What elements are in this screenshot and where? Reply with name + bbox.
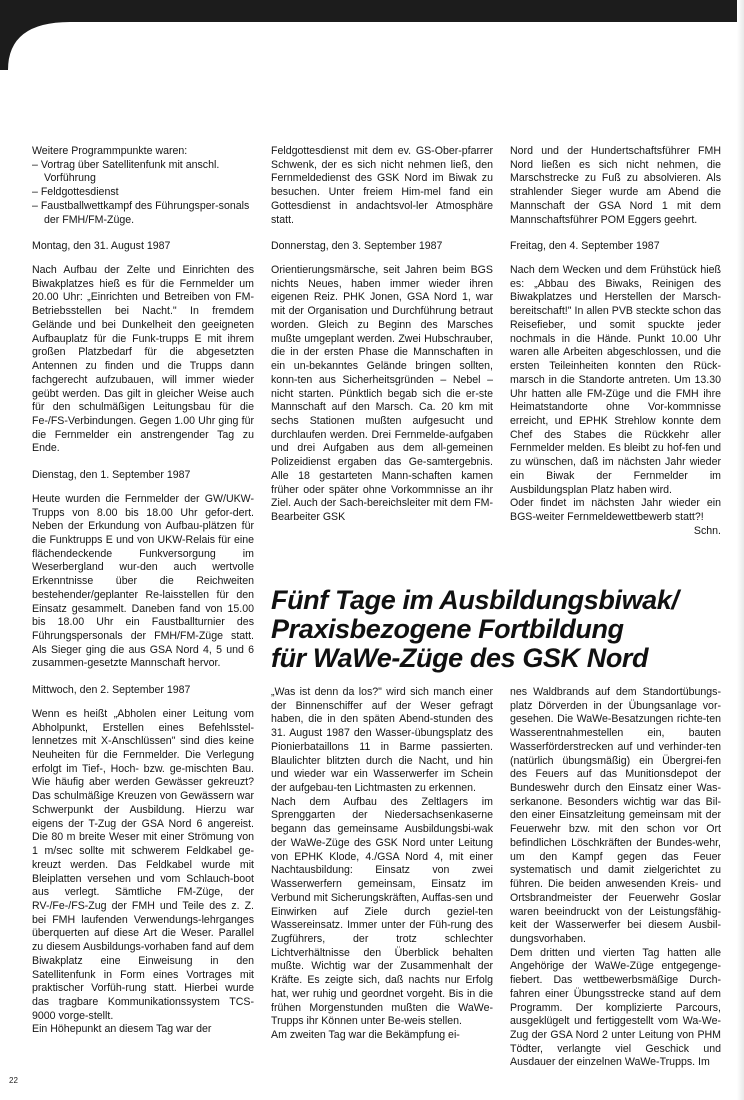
paragraph: Nach Aufbau der Zelte und Einrichten des Biwakplatzes hieß es für die Fernmelder um 20.00 Uhr: „Einrichten und Betreiben von FM-Betriebsstellen bei Nacht." In fremdem Gelände und bei Dunkelheit den geeigneten Aufbauplatz für die Funk-trupps E mit ihrem großen Platzbedarf für die abgesetzten Antennen zu finden und die Trupps dann fachgerecht aufzubauen, will immer wieder geübt werden. Das gilt in gleicher Weise auch für den schulmäßigen Leitungsbau für die Fe-/FS-Verbindungen. Gegen 1.00 Uhr ging für die Fernmelder ein anstrengender Tag zu Ende. <box>32 264 254 455</box>
paragraph: Wenn es heißt „Abholen einer Leitung vom Abholpunkt, Erstellen eines Befehlsstel-lennetzes mit X-Anschlüssen" sind dies keine Neuheiten für die Fernmelder. Die Verlegung erfolgt im Tief-, Hoch- bzw. ge-mischten Bau. Wie häufig aber werden Gewässer gekreuzt? Das schulmäßige Kreuzen von Gewässern war Schwerpunkt der Ausbildung. Hierzu war eigens der T-Zug der GSA Nord 6 angereist. Die 80 m breite Weser mit einer Strömung von 1 m/sec sollte mit schwerem Feldkabel ge-kreuzt werden. Das Feldkabel wurde mit Bleiplatten versehen und vom Schlauch-boot aus verlegt. Sämtliche FM-Züge, der RV-/Fe-/FS-Zug der FMH und Teile des z. Z. bei FMH laufenden Verwendungs-lehrganges überquerten auf diese Art die Weser. Parallel zu diesem Ausbildungs-vorhaben fand auf dem Biwakplatz eine Einweisung in den Satellitenfunk in Form eines Vortrages mit praktischer Vorfüh-rung statt. Hierbei wurde das tragbare Kommunikationssystem TCS-9000 vorge-stellt. <box>32 707 254 1022</box>
paragraph: „Was ist denn da los?" wird sich manch einer der Binnenschiffer auf der Weser gefragt haben, die in den späten Abend-stunden des 31. August 1987 den Wasser-übungsplatz des Pionierbataillons 11 in Barme passierten. Blaulichter blitzten durch die Nacht, und hin und wieder war ein Wasserwerfer im Schein der aufgebau-ten Lichtmasten zu erkennen. <box>271 686 493 795</box>
paragraph: Oder findet im nächsten Jahr wieder ein BGS-weiter Fernmeldewettbewerb statt?! <box>510 497 721 523</box>
column-left <box>32 145 254 1037</box>
paragraph: Nord und der Hundertschaftsführer FMH Nord ließen es sich nicht nehmen, die Marschstrecke zu Fuß zu absolvieren. Als strahlender Sieger wurde am Abend die Mannschaft der GSA Nord 1 mit dem Mannschaftsführer POM Eggers geehrt. <box>510 145 721 226</box>
paragraph: Nach dem Aufbau des Zeltlagers im Sprenggarten der Niedersachsenkaserne begann das gemeinsame Ausbildungsbi-wak der WaWe-Züge des GSK Nord unter Leitung von EPHK Klode, 4./GSA Nord 4, mit einer Nachtausbildung: Einsatz von zwei Wasserwerfern gemeinsam, Einsatz im Verbund mit Sicherungskräften, Auffas-sen und Einwirken auf Ziele durch geziel-ten Wassereinsatz. Immer unter der Füh-rung des Zugführers, der trotz schlechter Lichtverhältnisse den Überblick behalten mußte. Wichtig war der Zusammenhalt der Kräfte. Es zeigte sich, daß nachts nur Erfolg hat, wer ruhig und geordnet vorgeht. Bis in die frühen Morgenstunden mußten die WaWe-Trupps ihr Können unter Be-weis stellen. <box>271 795 493 1028</box>
paragraph: Heute wurden die Fernmelder der GW/UKW-Trupps von 8.00 bis 18.00 Uhr gefor-dert. Neben der Erkundung von Aufbau-plätzen für die Funktrupps E und von UKW-Relais für eine flächendeckende Funkversorgung im Weserbergland wur-den auch wertvolle Erkenntnisse über die Reichweiten bestehender/geplanter Re-laisstellen für den Einsatz gesammelt. Daneben fand von 15.00 bis 18.00 Uhr ein Faustballturnier des Führungspersonals der FMH/FM-Züge statt. Als Sieger ging die aus GSA Nord 4, 5 und 6 zusammen-gesetzte Mannschaft hervor. <box>32 492 254 670</box>
program-item: – Vortrag über Satellitenfunk mit anschl. Vorführung <box>32 158 220 185</box>
page-edge-shadow <box>737 0 744 1100</box>
article-column-left <box>271 686 493 1043</box>
article-headline <box>271 586 731 673</box>
section-heading-monday: Montag, den 31. August 1987 <box>32 240 171 253</box>
program-item: – Feldgottesdienst <box>32 186 119 199</box>
column-right <box>510 145 721 538</box>
section-heading-thursday: Donnerstag, den 3. September 1987 <box>271 240 443 253</box>
paragraph: Dem dritten und vierten Tag hatten alle Angehörige der WaWe-Züge entgegenge-fiebert. Das wettbewerbsmäßige Durch-fahren einer Übungsstrecke stand auf dem Programm. Der komplizierte Parcours, ausgeklügelt und fertiggestellt vom Wa-We-Zug der GSA Nord 2 unter Leitung von PHM Tödter, verlangte viel Geschick und Ausdauer der einzelnen WaWe-Trupps. Im <box>510 946 721 1069</box>
program-item: – Faustballwettkampf des Führungsper-sonals der FMH/FM-Züge. <box>32 199 250 226</box>
paragraph: Ein Höhepunkt an diesem Tag war der <box>32 1023 212 1036</box>
section-heading-tuesday: Dienstag, den 1. September 1987 <box>32 469 191 482</box>
paragraph: Feldgottesdienst mit dem ev. GS-Ober-pfarrer Schwenk, der es sich nicht nehmen ließ, den Fernmeldedienst des GSK Nord im Biwak zu besuchen. Unter freiem Him-mel fand ein Gottesdienst in andachtsvol-ler Atmosphäre statt. <box>271 145 493 226</box>
page-top-curve <box>0 0 744 70</box>
paragraph: Am zweiten Tag war die Bekämpfung ei- <box>271 1028 460 1041</box>
article-column-right <box>510 686 721 1070</box>
page-number: 22 <box>9 1076 18 1085</box>
author-signature: Schn. <box>693 524 721 537</box>
paragraph: nes Waldbrands auf dem Standortübungs-platz Dörverden in der Übungsanlage vor-gesehen. Die WaWe-Besatzungen richte-ten Wasserentnahmestellen ein, bauten Wasserförderstrecken auf und verhinder-ten (natürlich übungsmäßig) ein Übergrei-fen des Feuers auf das Munitionsdepot der Bundeswehr durch den Einsatz einer Was-serkanone. Besonders wichtig war das Bil-den einer Einsatzleitung gemeinsam mit der Feuerwehr bzw. mit den schon vor Ort befindlichen Löschkräften der Bundes-wehr, um den Kampf gegen das Feuer systematisch und damit zielgerichtet zu führen. Die beiden anwesenden Kreis- und Ortsbrandmeister der Feuerwehr Goslar waren beeindruckt von der Leistungsfähig-keit der Wasserwerfer bei diesem Ausbil-dungsvorhaben. <box>510 686 721 945</box>
paragraph: Nach dem Wecken und dem Frühstück hieß es: „Abbau des Biwaks, Reinigen des Biwakplatzes und Herstellen der Marsch-bereitschaft!" In allen PVB steckte schon das Reisefieber, und somit spuckte jeder nochmals in die Hände. Punkt 10.00 Uhr waren alle Arbeiten abgeschlossen, und die ersten Teileinheiten konnten den Rück-marsch in die Standorte antreten. Um 13.30 Uhr hatten alle FM-Züge und die FMH ihre Heimatstandorte ohne Vor-kommnisse erreicht, und EPHK Strehlow konnte dem Chef des Stabes die Rückkehr aller Fernmelder melden. Es bleibt zu hof-fen und zu wünschen, daß im nächsten Jahr wieder ein Biwak der Fernmelder im Ausbildungsplan Platz haben wird. <box>510 264 721 496</box>
headline-line: Praxisbezogene Fortbildung <box>271 614 624 644</box>
headline-line: für WaWe-Züge des GSK Nord <box>271 643 649 673</box>
column-middle <box>271 145 493 525</box>
headline-line: Fünf Tage im Ausbildungsbiwak/ <box>271 585 679 615</box>
section-heading-friday: Freitag, den 4. September 1987 <box>510 240 660 253</box>
program-intro: Weitere Programmpunkte waren: <box>32 145 188 157</box>
paragraph: Orientierungsmärsche, seit Jahren beim BGS nichts Neues, haben immer wieder ihren eigenen Reiz. PHK Jonen, GSA Nord 1, war mit der Organisation und Durchführung betraut worden. Gleich zu Beginn des Marsches mußte umgeplant werden. Zwei Hubschrauber, die in der ersten Phase die Mannschaften in ein un-bekanntes Gelände bringen sollten, konn-ten aus Sicherheitsgründen – Nebel – nicht starten. Pünktlich begab sich die er-ste Mannschaft auf den Marsch. Ca. 20 km mit sechs Stationen mußten aufgesucht und durchlaufen werden. Drei Fernmelde-aufgaben und drei Aufgaben aus dem all-gemeinen Polizeidienst ergaben das Ge-samtergebnis. Alle 18 gestarteten Mann-schaften kamen früher oder später ohne Vorkommnisse an ihr Ziel. Auch der Sach-bereichsleiter mit dem FM-Bearbeiter GSK <box>271 264 493 523</box>
section-heading-wednesday: Mittwoch, den 2. September 1987 <box>32 684 191 697</box>
